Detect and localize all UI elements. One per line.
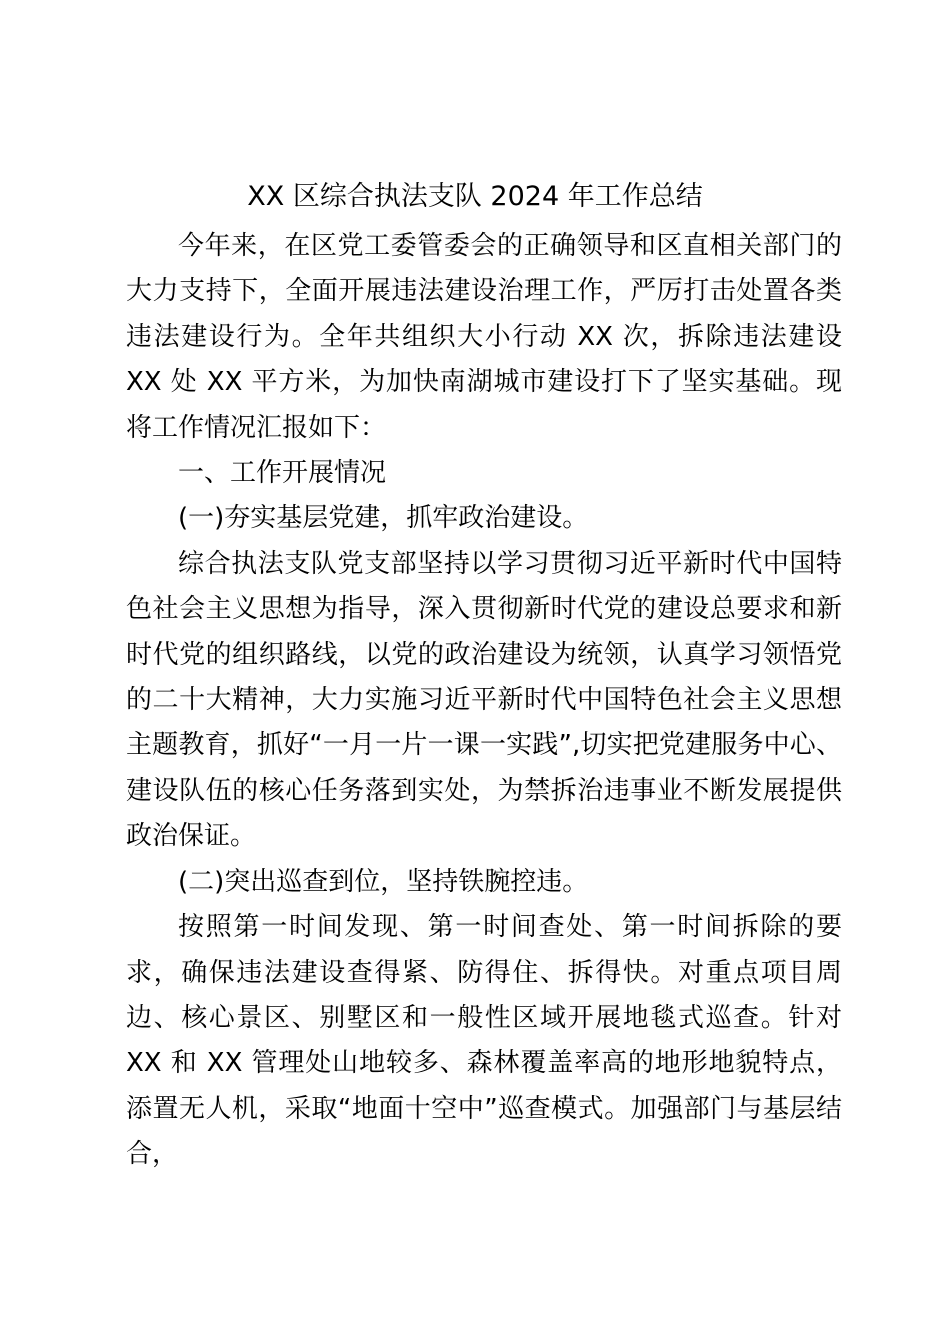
paragraph-intro: 今年来，在区党工委管委会的正确领导和区直相关部门的大力支持下，全面开展违法建设治理工作，严厉打击处置各类违法建设行为。全年共组织大小行动 XX 次，拆除违法建设 XX 处 XX 平方米，为加快南湖城市建设打下了坚实基础。现将工作情况汇报如下：	[126, 231, 842, 443]
subsection-heading-patrol: (二)突出巡查到位，坚持铁腕控违。	[178, 866, 589, 897]
section-heading-work-progress: 一、工作开展情况	[178, 458, 387, 489]
paragraph-patrol: 按照第一时间发现、第一时间查处、第一时间拆除的要求，确保违法建设查得紧、防得住、拆得快。对重点项目周边、核心景区、别墅区和一般性区域开展地毯式巡查。针对 XX 和 XX 管理处山地较多、森林覆盖率高的地形地貌特点，添置无人机，采取“地面十空中”巡查模式。加强部门与基层结合，	[126, 912, 842, 1170]
subsection-heading-party-building: (一)夯实基层党建，抓牢政治建设。	[178, 503, 589, 534]
document-body	[126, 224, 842, 1178]
document-title: XX 区综合执法支队 2024 年工作总结	[247, 181, 703, 212]
paragraph-party-building: 综合执法支队党支部坚持以学习贯彻习近平新时代中国特色社会主义思想为指导，深入贯彻新时代党的建设总要求和新时代党的组织路线，以党的政治建设为统领，认真学习领悟党的二十大精神，大力实施习近平新时代中国特色社会主义思想主题教育，抓好“一月一片一课一实践”,切实把党建服务中心、建设队伍的核心任务落到实处，为禁拆治违事业不断发展提供政治保证。	[126, 548, 842, 852]
